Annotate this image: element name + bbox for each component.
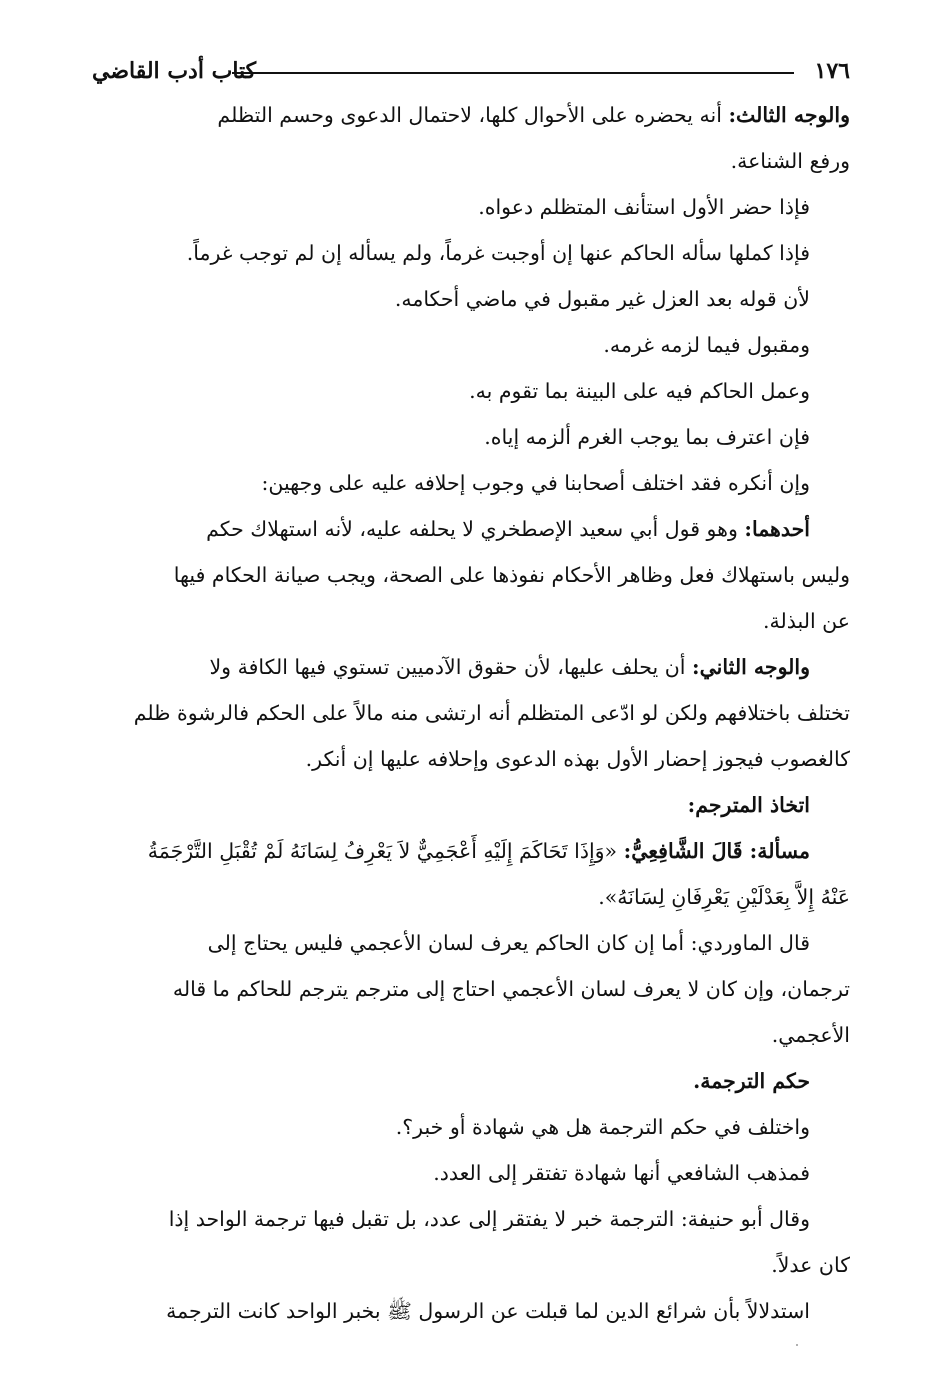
page-number: ١٧٦: [814, 58, 850, 84]
header-rule: [232, 72, 794, 74]
run-in-label: أحدهما:: [744, 517, 810, 541]
line-text: أن يحلف عليها، لأن حقوق الآدميين تستوي فيها الكافة ولا: [209, 655, 686, 679]
text-line: [92, 1196, 850, 1242]
line-text: لأن قوله بعد العزل غير مقبول في ماضي أحكامه.: [394, 287, 810, 311]
line-text: قال الماوردي: أما إن كان الحاكم يعرف لسان الأعجمي فليس يحتاج إلى: [207, 931, 810, 955]
text-line: [92, 1242, 850, 1288]
text-line: [92, 920, 850, 966]
text-line: [92, 598, 850, 644]
line-text: وليس باستهلاك فعل وظاهر الأحكام نفوذها على الصحة، ويجب صيانة الحكام فيها: [173, 563, 850, 587]
text-line: [92, 368, 850, 414]
text-line: [92, 644, 850, 690]
run-in-label: مسألة: قَالَ الشَّافِعِيُّ:: [623, 839, 810, 863]
text-line: [92, 828, 850, 874]
page-body: [92, 92, 850, 1334]
line-text: كان عدلاً.: [771, 1253, 850, 1277]
text-line: [92, 736, 850, 782]
run-in-label: والوجه الثاني:: [692, 655, 810, 679]
text-line: [92, 138, 850, 184]
line-text: «وَإِذَا تَحَاكَمَ إِلَيْهِ أَعْجَمِيٌّ لاَ يَعْرِفُ لِسَانَهُ لَمْ تُقْبَلِ التَّرْجَمَةُ: [147, 839, 618, 863]
text-line: [92, 230, 850, 276]
line-text: فمذهب الشافعي أنها شهادة تفتقر إلى العدد.: [433, 1161, 810, 1185]
text-line: [92, 1288, 850, 1334]
line-text: ومقبول فيما لزمه غرمه.: [603, 333, 810, 357]
line-text: وهو قول أبي سعيد الإصطخري لا يحلفه عليه، لأنه استهلاك حكم: [206, 517, 738, 541]
line-text: عَنْهُ إِلاَّ بِعَدْلَيْنِ يَعْرِفَانِ لِسَانَهُ».: [598, 885, 850, 909]
line-text: واختلف في حكم الترجمة هل هي شهادة أو خبر؟.: [395, 1115, 810, 1139]
page-header: [92, 58, 850, 92]
line-text: عن البذلة.: [763, 609, 850, 633]
section-heading: [92, 1058, 850, 1104]
text-line: [92, 874, 850, 920]
text-line: [92, 460, 850, 506]
line-text: أنه يحضره على الأحوال كلها، لاحتمال الدعوى وحسم التظلم: [217, 103, 722, 127]
text-line: [92, 414, 850, 460]
line-text: ورفع الشناعة.: [730, 149, 850, 173]
text-line: [92, 1012, 850, 1058]
text-line: [92, 276, 850, 322]
section-heading: [92, 782, 850, 828]
scan-speck: [796, 1344, 798, 1346]
line-text: وإن أنكره فقد اختلف أصحابنا في وجوب إحلافه عليه على وجهين:: [261, 471, 810, 495]
line-text: الأعجمي.: [771, 1023, 850, 1047]
line-text: حكم الترجمة.: [693, 1069, 810, 1093]
line-text: وقال أبو حنيفة: الترجمة خبر لا يفتقر إلى عدد، بل تقبل فيها ترجمة الواحد إذا: [168, 1207, 810, 1231]
text-line: [92, 552, 850, 598]
line-text: فإذا كملها سأله الحاكم عنها إن أوجبت غرماً، ولم يسأله إن لم توجب غرماً.: [186, 241, 810, 265]
line-text: فإن اعترف بما يوجب الغرم ألزمه إياه.: [484, 425, 810, 449]
text-line: [92, 92, 850, 138]
text-line: [92, 966, 850, 1012]
line-text: وعمل الحاكم فيه على البينة بما تقوم به.: [469, 379, 810, 403]
line-text: استدلالاً بأن شرائع الدين لما قبلت عن الرسول ﷺ بخبر الواحد كانت الترجمة: [166, 1299, 810, 1323]
line-text: تختلف باختلافهم ولكن لو ادّعى المتظلم أنه ارتشى منه مالاً على الحكم فالرشوة ظلم: [133, 701, 850, 725]
text-line: [92, 506, 850, 552]
line-text: اتخاذ المترجم:: [687, 793, 810, 817]
text-line: [92, 1150, 850, 1196]
line-text: كالغصوب فيجوز إحضار الأول بهذه الدعوى وإحلافه عليها إن أنكر.: [305, 747, 850, 771]
running-title: كتاب أدب القاضي: [92, 58, 257, 84]
text-line: [92, 322, 850, 368]
text-line: [92, 184, 850, 230]
text-line: [92, 1104, 850, 1150]
run-in-label: والوجه الثالث:: [728, 103, 850, 127]
line-text: ترجمان، وإن كان لا يعرف لسان الأعجمي احتاج إلى مترجم يترجم للحاكم ما قاله: [172, 977, 850, 1001]
text-line: [92, 690, 850, 736]
line-text: فإذا حضر الأول استأنف المتظلم دعواه.: [478, 195, 810, 219]
